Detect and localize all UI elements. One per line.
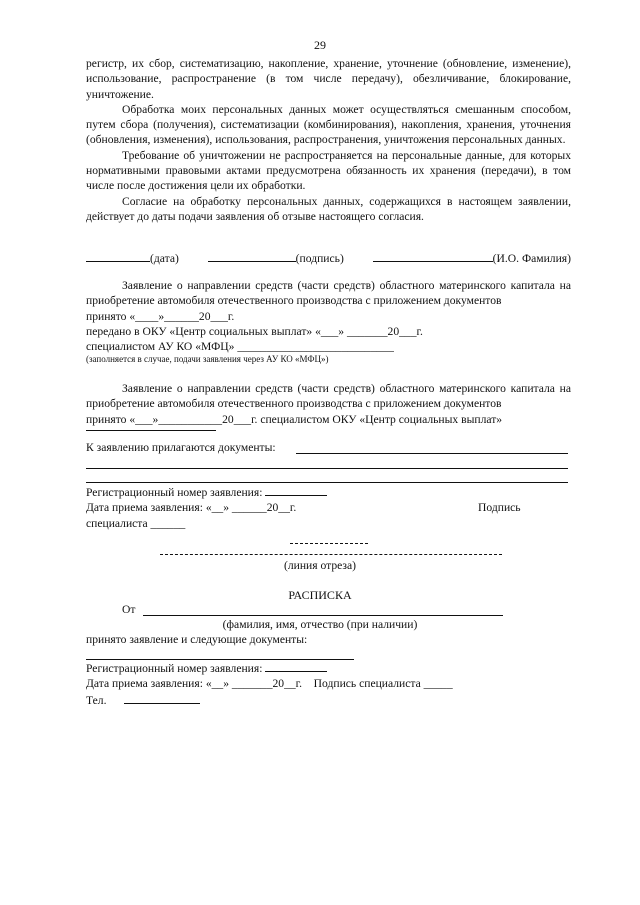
consent-paragraph-4: Согласие на обработку персональных данных, содержащихся в настоящем заявлении, действует до даты подачи заявления об отзыве настоящего согласия. [86,194,571,223]
cut-line [160,554,502,555]
consent-paragraph-2: Обработка моих персональных данных может осуществляться смешанным способом, путем сбора (получения), систематизации (комбинирования), накопления, хранения, уточнения (обновления, изменения), использования, распространения, уничтожения персональных данных. [86,102,571,147]
signature-label: (подпись) [295,252,344,265]
registration-block [86,484,571,531]
consent-text [86,56,571,224]
csv-block [86,381,571,427]
cut-dash-short [290,543,368,544]
signature-row [86,250,571,265]
receipt-from-line [143,615,503,616]
reg-number: Регистрационный номер заявления: [86,484,571,500]
name-label: (И.О. Фамилия) [492,252,571,265]
consent-paragraph-3: Требование об уничтожении не распространяется на персональные данные, для которых нормативными правовыми актами предусмотрена обязанность их хранения (передачи), в том числе после достижения цели их обработки. [86,148,571,193]
name-field [373,250,571,265]
attachments-line-1 [296,453,568,454]
mfc-intro: Заявление о направлении средств (части средств) областного материнского капитала на приобретение автомобиля отечественного производства с приложением документов [86,279,571,308]
receipt-reg-number: Регистрационный номер заявления: [86,660,571,676]
cut-line-label: (линия отреза) [283,559,356,572]
consent-paragraph-1: регистр, их сбор, систематизацию, накопление, хранение, уточнение (обновление, изменение), использование, распространение (в том числе передачу), обезличивание, блокирование, уничтожение. [86,57,571,101]
csv-intro: Заявление о направлении средств (части средств) областного материнского капитала на приобретение автомобиля отечественного производства с приложением документов [86,382,571,411]
receipt-accepted [86,632,571,647]
signature-label-right: Подпись [478,501,521,515]
mfc-specialist: специалистом АУ КО «МФЦ» ___________________________ [86,340,394,354]
csv-accepted: принято «___»___________20___г. специалистом ОКУ «Центр социальных выплат» [86,412,503,426]
attachments-label: К заявлению прилагаются документы: [86,441,276,454]
mfc-transferred: передано в ОКУ «Центр социальных выплат» «___» _______20___г. [86,324,423,338]
receipt-details [86,660,571,708]
specialist-line: специалиста ______ [86,516,186,530]
date-field [86,250,179,265]
attachments-line-2 [86,468,568,469]
mfc-block [86,278,571,365]
signature-field [208,250,344,265]
csv-underline [86,430,216,431]
receipt-specialist-signature: Подпись специалиста _____ [313,677,453,691]
receipt-title: РАСПИСКА [288,588,352,602]
receipt-from-label: От [122,603,136,616]
page-number: 29 [314,38,326,52]
date-received: Дата приема заявления: «__» ______20__г. Подпись [86,501,521,515]
receipt-accepted-docs: принято заявление и следующие документы: [86,633,308,646]
receipt-date-received: Дата приема заявления: «__» _______20__г. Подпись специалиста _____ [86,677,453,691]
mfc-note: (заполняется в случае, подачи заявления через АУ КО «МФЦ») [86,354,329,365]
mfc-accepted: принято «____»______20___г. [86,309,235,323]
receipt-fio-caption: (фамилия, имя, отчество (при наличии) [222,618,418,631]
receipt-phone: Тел. [86,692,571,708]
attachments-line-3 [86,482,568,483]
date-label: (дата) [150,252,179,265]
